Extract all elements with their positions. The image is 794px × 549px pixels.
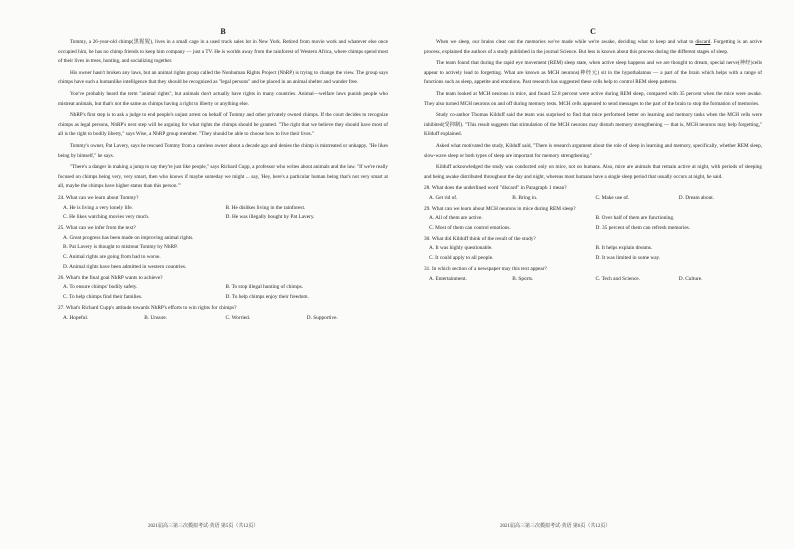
answer-option: D. It was limited in some way. [595, 255, 661, 262]
answer-option: B. It helps explain dreams. [595, 245, 653, 252]
paragraph: Tommy's owner, Pat Lavery, says he rescued Tommy from a careless owner about a decade ago and denies the chimp is mistreated or unhappy. "He likes being by himself," he says. [58, 142, 388, 159]
answer-option: C. Make use of. [595, 194, 630, 201]
answer-options [424, 194, 762, 204]
answer-option: D. Dream about. [678, 194, 715, 201]
paragraph-text: Study co-author Thomas Kilduff said the team was surprised to find that mice performed better on learning and memory tasks when the MCH cells were inhibited(受抑制). "This result suggests that stimulation of the MCH neurons may disturb memory strengthening — that is, MCH neurons may help forgetting," Kilduff explained. [424, 112, 762, 138]
answer-option: C. To help chimps find their families. [63, 294, 143, 301]
answer-option: D. Culture. [678, 275, 703, 282]
passage-b-column [58, 26, 388, 323]
paragraph-text: When we sleep, our brains clear out the memories we've made while we're awake, deciding what to keep and what to [436, 39, 696, 45]
page-footer-left: 2021届高三第三次模拟考试·英语 第5页（共12页） [148, 524, 259, 529]
answer-option: D. 35 percent of them can refresh memories. [595, 225, 691, 232]
question-stem: 27. What's Richard Cupp's attitude towards NhRP's efforts to win rights for chimps? [58, 305, 237, 312]
paragraph-text: . Forgetting is an active process, explained the authors of a study published in the journal Science. But less is known about this process during the different stages of sleep. [424, 39, 762, 55]
passage-b-text [58, 38, 388, 192]
answer-options [424, 214, 762, 234]
answer-options [58, 314, 388, 324]
passage-label: C [590, 27, 596, 36]
answer-options [58, 204, 388, 224]
paragraph-text: The team found that during the rapid eye movement (REM) sleep state, when active sleep happens and we are thought to dream, special nerve(神经)cells appear to actively lead to forgetting. What are known as MCH neurons(神经元) sit in the hypothalamus — a part of the brain which helps with a range of functions such as sleep, appetite and emotions. Past research has suggested these cells help to control REM sleep patterns. [424, 60, 762, 86]
answer-option: B. Sports. [512, 275, 534, 282]
paragraph [424, 38, 762, 57]
answer-option: A. Entertainment. [429, 275, 467, 282]
answer-option: A. All of them are active. [429, 215, 483, 222]
underlined-word: discard [695, 39, 711, 45]
paragraph [424, 142, 762, 161]
answer-option: A. He is living a very lonely life. [63, 204, 133, 211]
paragraph: "There's a danger in making a jump to say they're just like people," says Richard Cupp, a professor who writes about animals and the law. "If we're really focused on chimps being very, very smart, then who knows if maybe someday we might ... say, 'Hey, here's a particular human being that's not very smart at all, maybe the chimps have higher status than this person.'" [58, 164, 388, 190]
answer-option: A. It was highly questionable. [429, 245, 493, 252]
answer-option: B. Unsure. [144, 314, 168, 321]
answer-option: A. Get rid of. [429, 194, 458, 201]
paragraph [424, 163, 762, 182]
answer-option: C. Animal rights are going from bad to worse. [63, 254, 161, 261]
question-stem: 29. What can we learn about MCH neurons in mice during REM sleep? [424, 205, 576, 212]
paragraph: You've probably heard the term "animal rights", but animals don't actually have rights in many countries. Animal—welfare laws punish people who mistreat animals, but that's not the same as chimps having a right to liberty or anything else. [58, 90, 388, 107]
answer-option: B. Over half of them are functioning. [595, 215, 675, 222]
paragraph: Tommy, a 26-year-old chimp(黑猩猩), lives in a small cage in a used truck sales lot in New York. Retired from movie work and whatever else once occupied him, he has no chimp friends to keep him company — just a TV. He is worlds away from the rainforest of Western Africa, where chimps spend most of their lives in trees, hunting, and socializing together. [58, 39, 388, 65]
answer-option: C. Worried. [225, 314, 251, 321]
question-stem: 25. What can we infer from the text? [58, 225, 136, 232]
answer-option: D. Supportive. [306, 314, 338, 321]
passage-b-questions [58, 194, 388, 324]
paragraph-text: Kilduff acknowledged the study was conducted only on mice, not on humans. Also, mice are animals that remain active at night, with periods of sleeping and being awake distributed throughout the day and night, whereas most humans have a single sleep period that usually occurs at night, he said. [424, 164, 762, 180]
passage-c-column [424, 26, 762, 284]
passage-c-questions [424, 184, 762, 284]
paragraph: His owner hasn't broken any laws, but an animal rights group called the Nonhuman Rights Project (NhRP) is trying to change the view. The group says chimps have such a humanlike intelligence that they should be recognized as "legal persons" and be placed in an animal shelter and wander free. [58, 69, 388, 86]
answer-option: D. To help chimps enjoy their freedom. [225, 294, 309, 301]
question-stem: 31. In which section of a newspaper may this text appear? [424, 266, 547, 273]
paragraph-text: The team looked at MCH neurons in mice, and found 52.8 percent were active during REM sleep, compared with 35 percent when the mice were awake. They also turned MCH neurons on and off during memory tests. MCH cells appeared to send messages to the part of the brain to stop the formation of memories. [424, 90, 762, 107]
answer-option: A. Hopeful. [63, 314, 89, 321]
answer-option: B. To stop illegal hunting of chimps. [225, 284, 304, 291]
answer-options [424, 275, 762, 285]
answer-option: C. It could apply to all people. [429, 255, 494, 262]
answer-option: A. To ensure chimps' bodily safety. [63, 284, 138, 291]
paragraph [424, 90, 762, 109]
answer-option: D. He was illegally bought by Pat Lavery. [225, 214, 315, 221]
answer-option: B. Pat Lavery is thought to mistreat Tommy by NhRP. [63, 244, 178, 251]
answer-options [58, 234, 388, 273]
answer-options [424, 244, 762, 264]
page-footer-right: 2021届高三第三次模拟考试·英语 第6页（共12页） [500, 524, 611, 529]
question-stem: 28. What does the underlined word "discard" in Paragraph 1 mean? [424, 185, 567, 192]
answer-option: C. Most of them can control emotions. [429, 225, 511, 232]
paragraph [424, 111, 762, 140]
answer-options [58, 283, 388, 303]
paragraph [424, 59, 762, 88]
answer-option: B. Bring in. [512, 194, 538, 201]
paragraph-text: Asked what motivated the study, Kilduff said, "There is research argument about the role of sleep in learning and memory, specifically, whether REM sleep, slow-wave sleep or both types of sleep are important for memory strengthening." [424, 142, 762, 159]
question-stem: 30. What did Kilduff think of the result of the study? [424, 235, 536, 242]
passage-label: B [220, 27, 226, 36]
answer-option: C. Tech and Science. [595, 275, 640, 282]
question-stem: 26. What's the final goal NhRP wants to achieve? [58, 274, 163, 281]
answer-option: C. He likes watching movies very much. [63, 214, 150, 221]
answer-option: A. Great progress has been made on improving animal rights. [63, 234, 194, 241]
passage-c-text [424, 38, 762, 182]
answer-option: B. He dislikes living in the rainforest. [225, 204, 306, 211]
paragraph: NhRP's first step is to ask a judge to end people's unjust arrest on behalf of Tommy and other privately owned chimps. If the court decides to recognize chimps as legal persons, NhRP's next step will be arguing for what rights the chimps should be granted. "The right that we believe they should have most of all is the right to bodily liberty," says Wise, a NhRP group member. "They should be able to choose how to live their lives." [58, 112, 388, 138]
question-stem: 24. What can we learn about Tommy? [58, 194, 139, 201]
answer-option: D. Animal rights have been admitted in western countries. [63, 264, 187, 271]
